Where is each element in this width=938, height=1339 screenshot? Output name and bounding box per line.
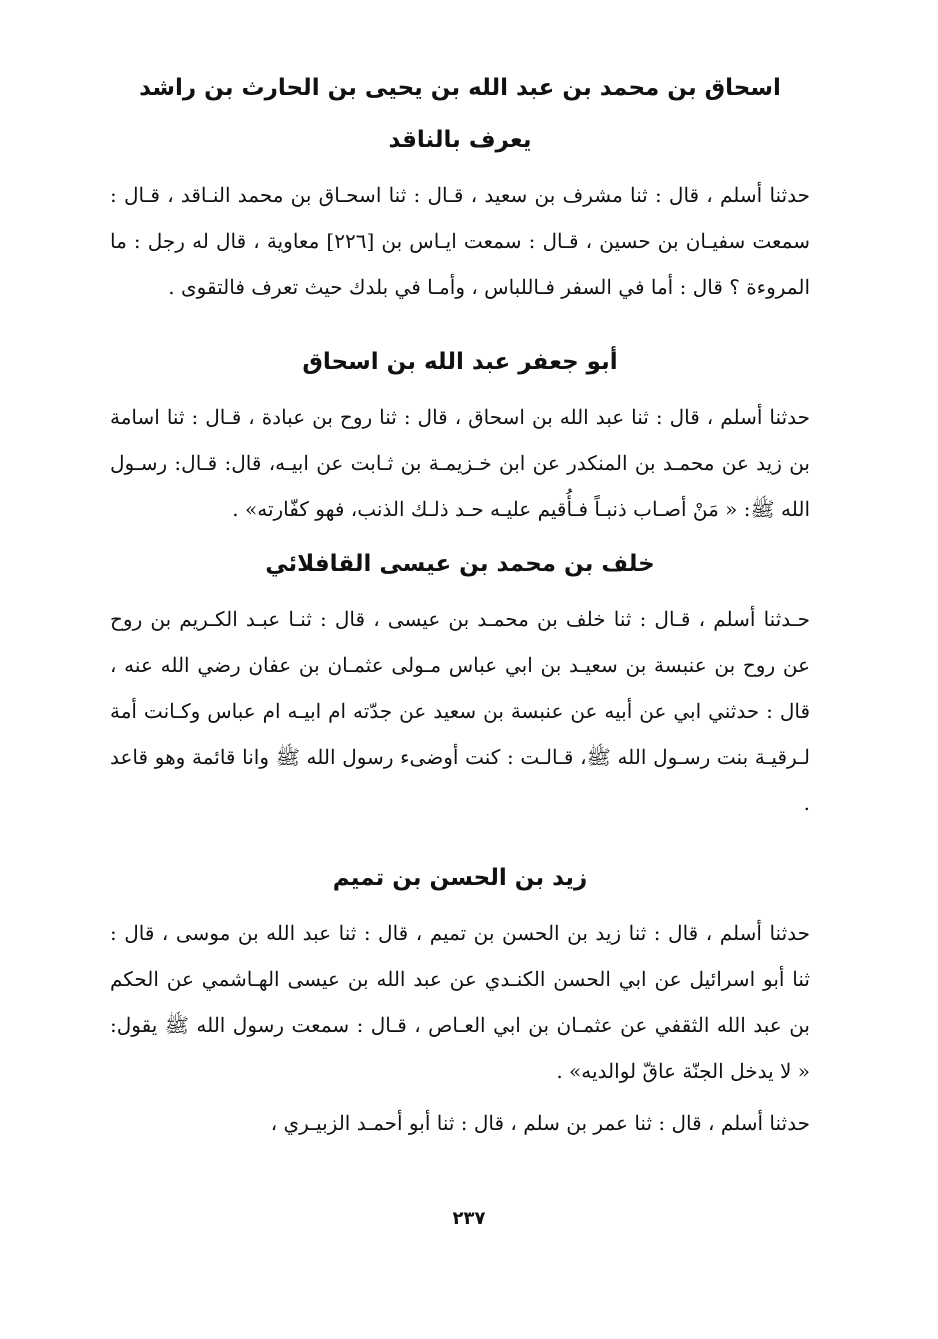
page-number: ٢٣٧ bbox=[452, 1208, 486, 1229]
paragraph: حدثنا أسلم ، قال : ثنا مشرف بن سعيد ، قـال : ثنا اسحـاق بن محمد النـاقد ، قـال : سمعت سفيـان بن حسين ، قـال : سمعت ايـاس بن [٢٢٦] معاوية ، قال له رجل : ما المروءة ؟ قال : أما في السفر فـاللباس ، وأمـا في بلدك حيث تعرف فالتقوى . bbox=[110, 183, 810, 299]
section-heading: خلف بن محمد بن عيسى القافلائي bbox=[265, 551, 655, 577]
spacer bbox=[110, 310, 810, 336]
paragraph: حـدثنا أسلم ، قـال : ثنا خلف بن محمـد بن عيسى ، قال : ثنـا عبـد الكـريم بن روح عن روح بن عنبسة بن سعيـد بن ابي عباس مـولى عثمـان بن عفان رضي الله عنه ، قال : حدثني ابي عن أبيه عن عنبسة بن سعيد عن جدّته ام ابيـه ام عباس وكـانت أمة لـرقيـة بنت رسـول الله ﷺ، قـالـت : كنت أوضىء رسول الله ﷺ وانا قائمة وهو قاعد . bbox=[110, 607, 810, 815]
paragraph: حدثنا أسلم ، قال : ثنا عمر بن سلم ، قال : ثنا أبو أحمـد الزبيـري ، bbox=[270, 1111, 810, 1135]
paragraph: حدثنا أسلم ، قال : ثنا زيد بن الحسن بن تميم ، قال : ثنا عبد الله بن موسى ، قال : ثنا أبو اسرائيل عن ابي الحسن الكنـدي عن عبد الله بن عيسى الهـاشمي عن الحكم بن عبد الله الثقفي عن عثمـان بن ابي العـاص ، قـال : سمعت رسول الله ﷺ يقول: « لا يدخل الجنّة عاقّ لوالديه» . bbox=[110, 921, 810, 1083]
spacer bbox=[110, 826, 810, 852]
section-heading: اسحاق بن محمد بن عبد الله بن يحيى بن الحارث بن راشد يعرف بالناقد bbox=[139, 75, 781, 153]
paragraph: حدثنا أسلم ، قال : ثنا عبد الله بن اسحاق ، قال : ثنا روح بن عبادة ، قـال : ثنا اسامة بن زيد عن محمـد بن المنكدر عن ابن خـزيمـة بن ثـابت عن ابيـه، قال: قـال: رسـول الله ﷺ: « مَنْ أصـاب ذنبـاً فـأُقيم عليـه حـد ذلـك الذنب، فهو كفّارته» . bbox=[110, 405, 810, 521]
section-heading: أبو جعفر عبد الله بن اسحاق bbox=[302, 349, 618, 375]
text-column bbox=[110, 62, 810, 1146]
section-heading: زيد بن الحسن بن تميم bbox=[332, 865, 588, 891]
